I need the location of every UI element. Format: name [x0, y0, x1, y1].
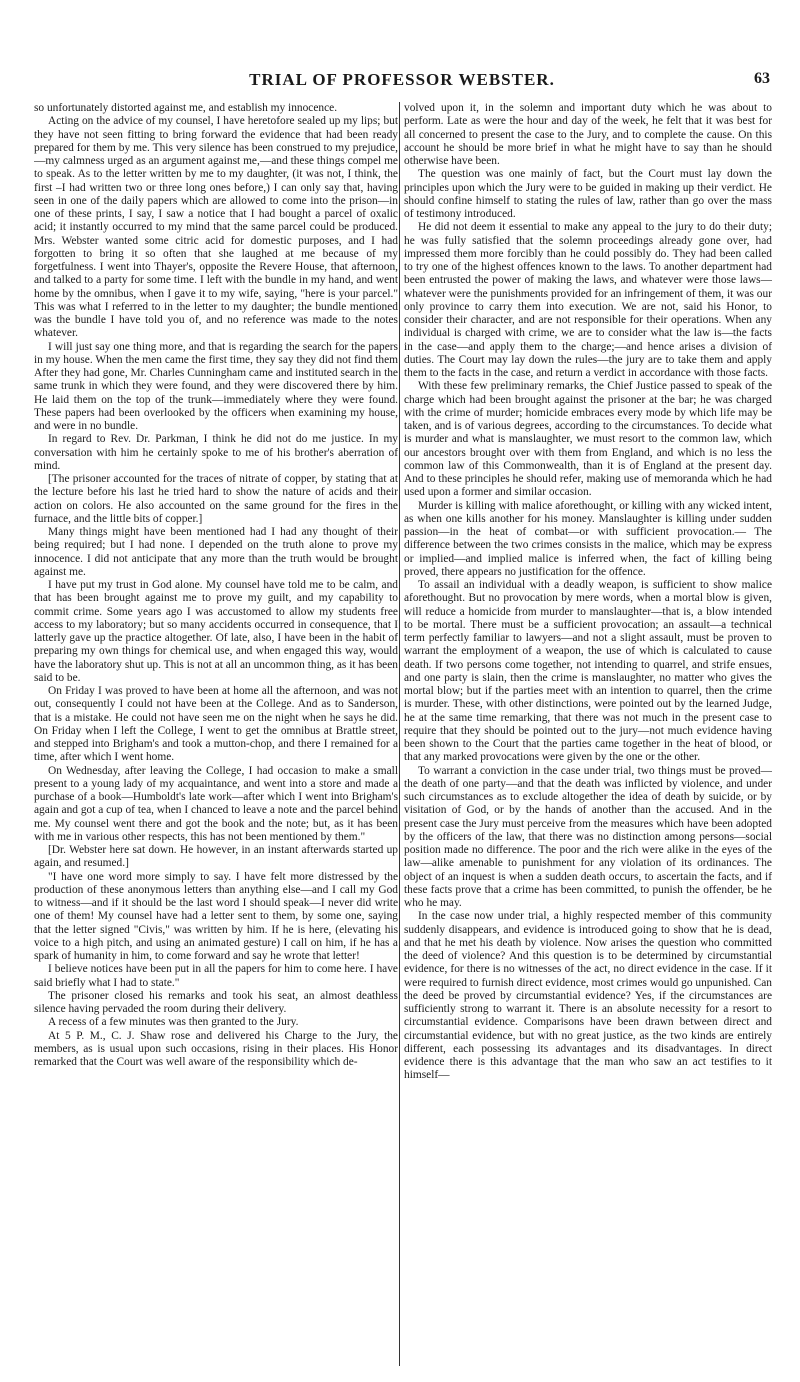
right-column: [404, 102, 772, 1367]
paragraph: Murder is killing with malice aforethought, or killing with any wicked intent, as when one kills another for his money. Manslaughter is killing under sudden passion—in the heat of combat—or with sufficient provocation.— The difference between the two crimes consists in the malice, which may be express or implied—and implied malice is inferred when, the fact of killing being proved, there appears no justification for the offence.: [404, 499, 772, 578]
paragraph: The prisoner closed his remarks and took his seat, an almost deathless silence having pervaded the room during their delivery.: [34, 989, 398, 1015]
page-header: [34, 70, 770, 92]
paragraph: In regard to Rev. Dr. Parkman, I think he did not do me justice. In my conversation with him he certainly spoke to me of his brother's aberration of mind.: [34, 433, 398, 472]
paragraph: I will just say one thing more, and that is regarding the search for the papers in my house. When the men came the first time, they say they did not find them After they had gone, Mr. Charles Cunningham came and instituted search in the same trunk in which they were found, and they were discovered there by him. He laid them on the top of the trunk—immediately where they were found. These papers had been overlooked by the officers when examining my house, and were in no bundle.: [34, 340, 398, 432]
paragraph: so unfortunately distorted against me, and establish my innocence.: [34, 102, 338, 114]
paragraph: To warrant a conviction in the case under trial, two things must be proved—the death of one party—and that the death was inflicted by violence, and under such circumstances as to exclude altogether the idea of death by suicide, or by visitation of God, or by the hands of another than the accused. And in the present case the Jury must perceive from the measures which have been adopted by the officers of the law, that there was no distinction among persons—social position made no difference. The poor and the rich were alike in the eyes of the law—alike amenable to punishment for any violation of its ordinances. The object of an inquest is when a sudden death occurs, to ascertain the facts, and if these facts prove that a crime has been committed, to punish the offender, be he who he may.: [404, 764, 772, 909]
paragraph: In the case now under trial, a highly respected member of this community suddenly disappears, and evidence is introduced going to show that he is dead, and that he met his death by violence. Now arises the question who committed the deed of violence? And this question is to be determined by circumstantial evidence, for there is no witnesses of the act, no direct evidence in the case. If it were required to furnish direct evidence, most crimes would go unpunished. Can the deed be proved by circumstantial evidence? Yes, if the circumstances are sufficiently strong to warrant it. There is an absolute necessity for a resort to circumstantial evidence. Comparisons have been drawn between direct and circumstantial evidence, but with no great justice, as the two kinds are entirely different, each possessing its advantages and its disadvantages. In direct evidence there is this advantage that the man who saw an act testifies to it himself—: [404, 910, 772, 1082]
left-column: [34, 102, 398, 1367]
paragraph: [Dr. Webster here sat down. He however, in an instant afterwards started up again, and resumed.]: [34, 844, 398, 870]
running-title: TRIAL OF PROFESSOR WEBSTER.: [249, 70, 555, 89]
paragraph: To assail an individual with a deadly weapon, is sufficient to show malice aforethought. But no provocation by mere words, when a mortal blow is given, will reduce a homicide from murder to manslaughter—that is, a blow intended to be mortal. There must be a sufficient provocation; an assault—a technical term perfectly familiar to lawyers—and not a slight assault, must be proven to warrant the employment of a weapon, the use of which is calculated to cause death. If two persons come together, not intending to quarrel, and strife ensues, and one party is slain, then the crime is manslaughter, no matter who gives the mortal blow; but if the parties meet with an intention to quarrel, then the crime is murder. These, with other distinctions, were pointed out by the learned Judge, he at the same time remarking, that there was not much in the present case to require that they should be pointed out to the jury—not much evidence having been shown to the Court that the parties came together in the heat of blood, or that any marked provocations were given by the one or the other.: [404, 579, 772, 764]
paragraph: On Wednesday, after leaving the College, I had occasion to make a small present to a young lady of my acquaintance, and went into a store and made a purchase of a book—Humboldt's late work—after which I went into Brigham's again and got a cup of tea, when I chanced to leave a note and the parcel behind me. My counsel went there and got the book and the note; but, as it has been with me in various other respects, this has not been mentioned by them.": [34, 764, 398, 843]
paragraph: The question was one mainly of fact, but the Court must lay down the principles upon which the Jury were to be guided in making up their verdict. He should confine himself to stating the rules of law, rather than go over the mass of testimony introduced.: [404, 168, 772, 220]
paragraph: With these few preliminary remarks, the Chief Justice passed to speak of the charge which had been brought against the prisoner at the bar; he was charged with the crime of murder; homicide embraces every mode by which life may be taken, and is of various degrees, according to the circumstances. To decide what is murder and what is manslaughter, we must resort to the common law, which our ancestors brought over with them from England, and which is no less the common law of this Commonwealth, than it is of England at the present day. And to these principles he should refer, making use of memoranda which he had used upon a former and similar occasion.: [404, 380, 772, 499]
paragraph: On Friday I was proved to have been at home all the afternoon, and was not out, consequently I could not have been at the College. And as to Sanderson, that is a mistake. He could not have seen me on the night when he says he did. On Friday when I left the College, I went to get the omnibus at Brattle street, and stepped into Brigham's and took a mutton-chop, and there I remained for a time, after which I went home.: [34, 685, 398, 764]
paragraph: Many things might have been mentioned had I had any thought of their being required; but I had none. I depended on the truth alone to prove my innocence. I did not anticipate that any more than the truth would be brought against me.: [34, 526, 398, 578]
paragraph: He did not deem it essential to make any appeal to the jury to do their duty; he was fully satisfied that the solemn proceedings already gone over, had impressed them more forcibly than he could possibly do. They had been called to try one of the highest offences known to the laws. To another department had been entrusted the power of making the laws, and whatever were those laws—whatever were the punishments provided for an infringement of them, it was our only province to carry them into execution. We are not, said his Honor, to consider their character, and are not responsible for their operations. When any individual is charged with crime, we are to consider what the law is—the facts in the case—and apply them to the charge;—and hence arises a division of duties. The Court may lay down the rules—the jury are to take them and apply them to the facts in the case, and return a verdict in accordance with those facts.: [404, 221, 772, 379]
column-divider: [399, 102, 400, 1366]
paragraph: A recess of a few minutes was then granted to the Jury.: [48, 1016, 299, 1029]
paragraph: I have put my trust in God alone. My counsel have told me to be calm, and that has been brought against me to prove my guilt, and my capability to commit crime. Some years ago I was accustomed to allow my students free access to my laboratory; but so many accidents occurred in consequence, that I latterly gave up the practice altogether. Of late, also, I have been in the habit of preparing my own things for chemical use, and when engaged this way, would have the laboratory shut up. This is not at all an uncommon thing, as it has been said to be.: [34, 579, 398, 684]
paragraph: [The prisoner accounted for the traces of nitrate of copper, by stating that at the lecture before his last he tried hard to show the nature of acids and their action on colors. He also accounted on the same ground for the fires in the furnace, and the little bits of copper.]: [34, 473, 398, 525]
paragraph: "I have one word more simply to say. I have felt more distressed by the production of these anonymous letters than anything else—and I call my God to witness—and if it should be the last word I should speak—I never did write one of them! My counsel have had a letter sent to them, by some one, saying that the letter signed "Civis," was written by him. If he is here, (elevating his voice to a high pitch, and using an animated gesture) I call on him, if he has a spark of humanity in him, to come forward and say he wrote that letter!: [34, 870, 398, 962]
paragraph: At 5 P. M., C. J. Shaw rose and delivered his Charge to the Jury, the members, as is usual upon such occasions, rising in their places. His Honor remarked that the Court was well aware of the responsibility which de-: [34, 1029, 398, 1068]
paragraph: I believe notices have been put in all the papers for him to come here. I have said briefly what I had to state.": [34, 963, 398, 989]
paragraph: Acting on the advice of my counsel, I have heretofore sealed up my lips; but they have not seen fitting to bring forward the evidence that had been ready prepared for them by me. This very silence has been construed to my prejudice,—my calmness urged as an argument against me,—and these things compel me to speak. As to the letter written by me to my daughter, (it was not, I think, the first –I had written two or three long ones before,) I can only say that, having seen in one of the daily papers which are allowed to come into the prison—in one of these prints, I say, I saw a notice that I had bought a parcel of oxalic acid; it instantly occurred to my mind that the same parcel could be produced. Mrs. Webster wanted some citric acid for domestic purposes, and I had forgotten to bring it so often that she laughed at me because of my forgetfulness. I went into Thayer's, opposite the Revere House, that afternoon, and talked to a party for some time. I left with the bundle in my hand, and went home by the omnibus, when I gave it to my wife, saying, "here is your parcel." This was what I referred to in the letter to my daughter; the bundle mentioned was the bundle I have told you of, and no reference was made to the notes whatever.: [34, 115, 398, 340]
paragraph: volved upon it, in the solemn and important duty which he was about to perform. Late as were the hour and day of the week, he felt that it was best for all concerned to present the case to the Jury, and to complete the cause. On this account he should be more brief in what he might have to say than he should otherwise have been.: [404, 102, 772, 167]
page-number: 63: [754, 70, 770, 87]
